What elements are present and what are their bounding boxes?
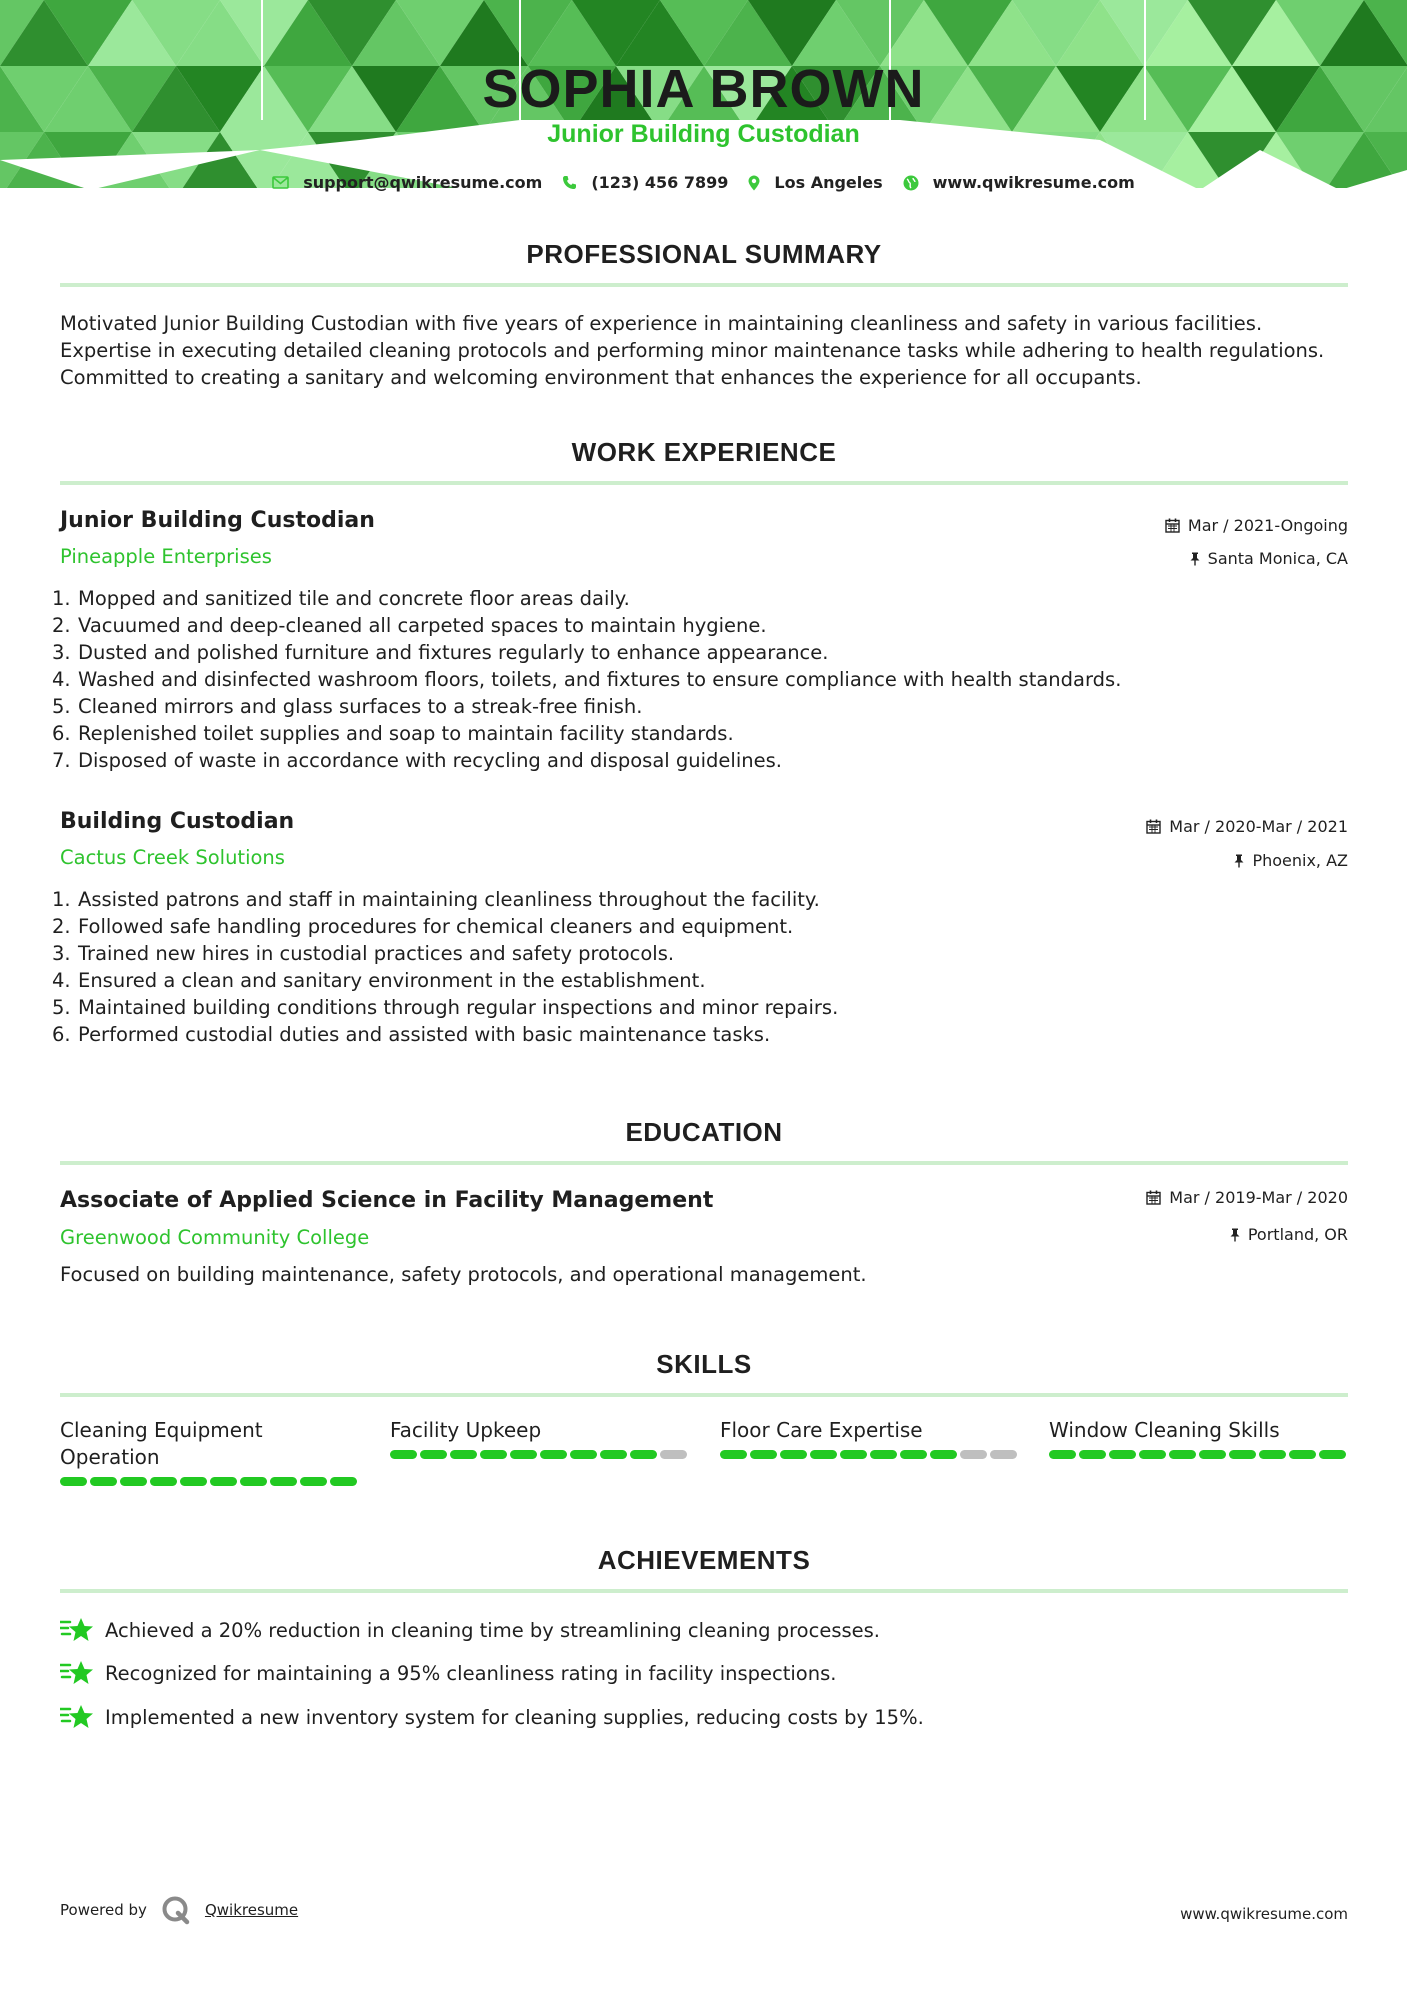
contact-phone-text: (123) 456 7899 — [591, 173, 729, 192]
skill-item — [390, 1417, 690, 1459]
skill-level-segment — [750, 1450, 777, 1459]
qwikresume-link[interactable]: Qwikresume — [204, 1901, 299, 1919]
contact-website-text: www.qwikresume.com — [932, 173, 1135, 192]
contact-email[interactable] — [272, 173, 542, 192]
skill-level-segment — [210, 1477, 237, 1486]
skill-name: Floor Care Expertise — [720, 1418, 923, 1442]
job-company: Cactus Creek Solutions — [60, 846, 285, 869]
skill-level-segment — [1079, 1450, 1106, 1459]
star-award-icon — [60, 1703, 96, 1731]
skill-item — [720, 1417, 1020, 1459]
job-location — [1234, 851, 1348, 870]
achievement-text: Achieved a 20% reduction in cleaning time by streamlining cleaning processes. — [105, 1618, 881, 1642]
skill-level-segment — [120, 1477, 147, 1486]
skill-name: Facility Upkeep — [390, 1418, 542, 1442]
skill-level-segment — [570, 1450, 597, 1459]
education-dates — [1146, 1188, 1348, 1207]
skill-level-bar — [720, 1450, 1020, 1459]
list-item: 3. Trained new hires in custodial practices and safety protocols. — [52, 942, 675, 965]
globe-icon — [903, 175, 919, 191]
skill-level-bar — [1049, 1450, 1349, 1459]
skills-heading: SKILLS — [656, 1349, 752, 1379]
skill-name: Cleaning Equipment Operation — [60, 1418, 263, 1469]
header-banner — [0, 0, 1407, 200]
envelope-icon — [272, 176, 289, 189]
star-award-icon — [60, 1659, 96, 1687]
skill-level-segment — [90, 1477, 117, 1486]
list-item: 7. Disposed of waste in accordance with recycling and disposal guidelines. — [52, 749, 782, 772]
education-location — [1230, 1225, 1348, 1244]
achievement-item — [60, 1659, 836, 1687]
list-item: 2. Followed safe handling procedures for chemical cleaners and equipment. — [52, 915, 794, 938]
skill-level-segment — [1229, 1450, 1256, 1459]
skill-level-segment — [60, 1477, 87, 1486]
summary-line: Motivated Junior Building Custodian with five years of experience in maintaining cleanliness and safety in various facilities. — [60, 312, 1263, 335]
skill-level-segment — [1319, 1450, 1346, 1459]
skill-level-segment — [810, 1450, 837, 1459]
list-item: 2. Vacuumed and deep-cleaned all carpeted spaces to maintain hygiene. — [52, 614, 767, 637]
skill-level-segment — [990, 1450, 1017, 1459]
skill-level-segment — [630, 1450, 657, 1459]
school-name: Greenwood Community College — [60, 1226, 370, 1249]
skill-level-segment — [1109, 1450, 1136, 1459]
skill-level-segment — [150, 1477, 177, 1486]
pushpin-icon — [1190, 552, 1200, 566]
education-dates-text: Mar / 2019-Mar / 2020 — [1169, 1188, 1348, 1207]
summary-line: Expertise in executing detailed cleaning protocols and performing minor maintenance tasks while adhering to health regulations. — [60, 339, 1325, 362]
calendar-icon — [1165, 518, 1180, 533]
contact-bar — [0, 173, 1407, 192]
achievement-text: Recognized for maintaining a 95% cleanliness rating in facility inspections. — [105, 1661, 837, 1685]
calendar-icon — [1146, 1190, 1161, 1205]
skill-level-segment — [180, 1477, 207, 1486]
list-item: 3. Dusted and polished furniture and fixtures regularly to enhance appearance. — [52, 641, 829, 664]
skill-level-segment — [1259, 1450, 1286, 1459]
pushpin-icon — [1234, 854, 1244, 868]
skill-level-segment — [720, 1450, 747, 1459]
job-title: Building Custodian — [60, 809, 295, 834]
skill-level-bar — [390, 1450, 690, 1459]
summary-divider — [60, 283, 1348, 287]
contact-email-text: support@qwikresume.com — [303, 173, 543, 192]
skill-level-segment — [480, 1450, 507, 1459]
skill-level-bar — [60, 1477, 360, 1486]
degree-title: Associate of Applied Science in Facility Management — [60, 1188, 714, 1213]
skill-level-segment — [450, 1450, 477, 1459]
skill-level-segment — [1289, 1450, 1316, 1459]
skill-level-segment — [660, 1450, 687, 1459]
skill-level-segment — [1169, 1450, 1196, 1459]
skill-level-segment — [270, 1477, 297, 1486]
phone-icon — [562, 175, 577, 190]
achievement-text: Implemented a new inventory system for cleaning supplies, reducing costs by 15%. — [105, 1705, 924, 1729]
list-item: 5. Maintained building conditions through regular inspections and minor repairs. — [52, 996, 839, 1019]
job-duties-list — [52, 886, 1342, 1048]
map-pin-icon — [748, 175, 760, 191]
job-title: Junior Building Custodian — [60, 508, 375, 533]
skill-level-segment — [510, 1450, 537, 1459]
experience-divider — [60, 481, 1348, 485]
candidate-title: Junior Building Custodian — [547, 120, 860, 148]
summary-line: Committed to creating a sanitary and welcoming environment that enhances the experience for all occupants. — [60, 366, 1142, 389]
list-item: 4. Washed and disinfected washroom floors, toilets, and fixtures to ensure compliance with health standards. — [52, 668, 1122, 691]
skill-item — [1049, 1417, 1349, 1459]
skill-level-segment — [240, 1477, 267, 1486]
contact-phone[interactable] — [562, 173, 728, 192]
skills-divider — [60, 1393, 1348, 1397]
skill-level-segment — [300, 1477, 327, 1486]
star-award-icon — [60, 1616, 96, 1644]
job-location-text: Phoenix, AZ — [1252, 851, 1348, 870]
job-location-text: Santa Monica, CA — [1207, 549, 1348, 568]
job-dates-text: Mar / 2021-Ongoing — [1187, 516, 1348, 535]
footer-branding — [60, 1895, 298, 1925]
skill-level-segment — [330, 1477, 357, 1486]
skill-level-segment — [900, 1450, 927, 1459]
skill-level-segment — [1199, 1450, 1226, 1459]
list-item: 1. Assisted patrons and staff in maintaining cleanliness throughout the facility. — [52, 888, 820, 911]
education-description: Focused on building maintenance, safety protocols, and operational management. — [60, 1263, 867, 1286]
candidate-name: SOPHIA BROWN — [482, 59, 925, 119]
summary-text — [60, 310, 1350, 391]
footer-website[interactable]: www.qwikresume.com — [1180, 1905, 1348, 1923]
contact-location-text: Los Angeles — [774, 173, 883, 192]
education-location-text: Portland, OR — [1247, 1225, 1348, 1244]
achievements-heading: ACHIEVEMENTS — [597, 1545, 811, 1575]
skill-level-segment — [1139, 1450, 1166, 1459]
list-item: 6. Performed custodial duties and assisted with basic maintenance tasks. — [52, 1023, 771, 1046]
list-item: 4. Ensured a clean and sanitary environment in the establishment. — [52, 969, 706, 992]
job-duties-list — [52, 585, 1342, 774]
summary-heading: PROFESSIONAL SUMMARY — [526, 239, 882, 269]
skill-name: Window Cleaning Skills — [1049, 1418, 1280, 1442]
job-company: Pineapple Enterprises — [60, 545, 272, 568]
skill-level-segment — [870, 1450, 897, 1459]
skill-level-segment — [960, 1450, 987, 1459]
job-dates — [1146, 817, 1348, 836]
job-location — [1190, 549, 1348, 568]
skill-level-segment — [540, 1450, 567, 1459]
powered-by-label: Powered by — [60, 1901, 147, 1919]
job-dates — [1165, 516, 1348, 535]
achievement-item — [60, 1703, 924, 1731]
list-item: 6. Replenished toilet supplies and soap to maintain facility standards. — [52, 722, 734, 745]
skill-level-segment — [840, 1450, 867, 1459]
job-dates-text: Mar / 2020-Mar / 2021 — [1169, 817, 1348, 836]
education-divider — [60, 1161, 1348, 1165]
achievement-item — [60, 1616, 880, 1644]
skill-level-segment — [930, 1450, 957, 1459]
qwikresume-logo-icon — [161, 1895, 191, 1925]
contact-location — [748, 173, 882, 192]
experience-heading: WORK EXPERIENCE — [571, 437, 837, 467]
education-heading: EDUCATION — [625, 1117, 783, 1147]
contact-website[interactable] — [903, 173, 1135, 192]
skill-level-segment — [390, 1450, 417, 1459]
pushpin-icon — [1230, 1228, 1240, 1242]
list-item: 1. Mopped and sanitized tile and concrete floor areas daily. — [52, 587, 630, 610]
skill-level-segment — [420, 1450, 447, 1459]
skill-item — [60, 1417, 360, 1486]
achievements-divider — [60, 1589, 1348, 1593]
skill-level-segment — [1049, 1450, 1076, 1459]
list-item: 5. Cleaned mirrors and glass surfaces to a streak-free finish. — [52, 695, 643, 718]
calendar-icon — [1146, 819, 1161, 834]
skill-level-segment — [600, 1450, 627, 1459]
skill-level-segment — [780, 1450, 807, 1459]
